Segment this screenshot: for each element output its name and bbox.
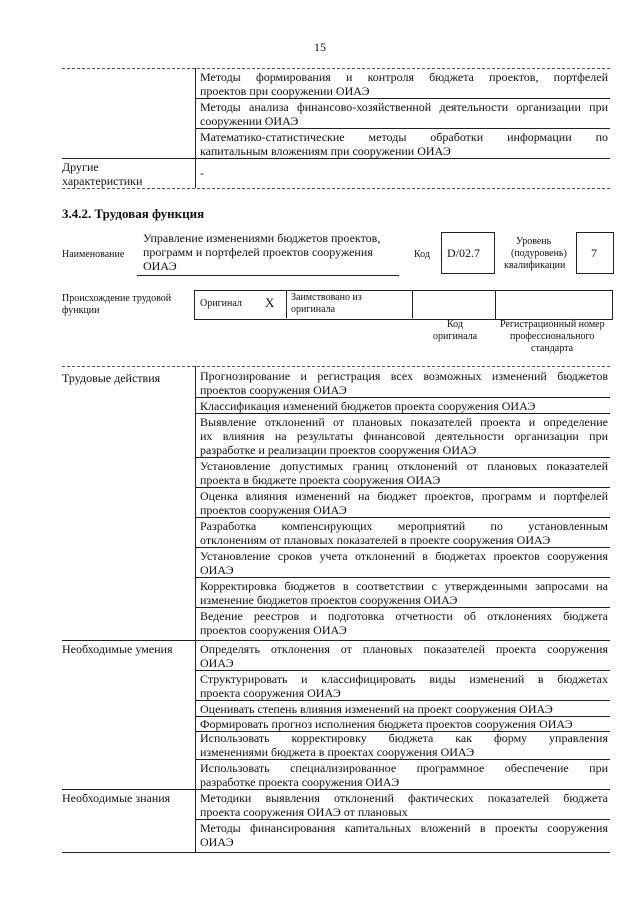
reg-caption-1: Регистрационный номер [500,319,605,330]
name-value-line-3: ОИАЭ [143,259,177,273]
skill-6-line-2: разработке проекта сооружения ОИАЭ [200,775,400,789]
knowledge-label: Необходимые знания [62,791,171,805]
other-characteristics-label-2: характеристики [62,174,143,188]
name-value-line-2: программ и портфелей проектов сооружения [143,245,373,259]
reg-caption-2: профессионального [510,331,595,342]
action-7-line-1: Установление сроков учета отклонений в бюджетах проектов сооружения [200,549,608,563]
section-heading: 3.4.2. Трудовая функция [62,206,205,221]
action-4-line-2: проекта в бюджете проекта сооружения ОИАЭ [200,473,441,487]
action-1-line-1: Прогнозирование и регистрация всех возможных изменений бюджетов [200,369,608,383]
top-row-1-line-2: проектов при сооружении ОИАЭ [200,84,370,98]
top-row-2-line-1: Методы анализа финансово-хозяйственной деятельности организации при [200,100,608,114]
action-4-line-1: Установление допустимых границ отклонений от плановых показателей [200,459,608,473]
code-caption-1: Код [447,319,463,330]
knowledge-1-line-2: проекта сооружения ОИАЭ от плановых [200,805,408,819]
code-label: Код [414,249,430,260]
borrowed-label-1: Заимствовано из [291,292,362,303]
knowledge-2-line-2: ОИАЭ [200,835,234,849]
top-row-2-line-2: сооружении ОИАЭ [200,114,299,128]
action-3-line-1: Выявление отклонений от плановых показателей проекта и определение [200,415,608,429]
action-8-line-1: Корректировка бюджетов в соответствии с утвержденными запросами на [200,579,608,593]
other-characteristics-value: - [200,166,204,180]
skill-4-line-1: Формировать прогноз исполнения бюджета проектов сооружения ОИАЭ [200,717,573,731]
name-value-line-1: Управление изменениями бюджетов проектов, [143,231,381,245]
skill-6-line-1: Использовать специализированное программное обеспечение при [200,761,608,775]
action-8-line-2: изменение бюджетов проектов сооружения ОИАЭ [200,593,458,607]
original-label: Оригинал [200,298,242,309]
level-label-2: (подуровень) [511,248,567,259]
action-2-line-1: Классификация изменений бюджетов проекта сооружения ОИАЭ [200,399,536,413]
level-value: 7 [591,246,597,260]
borrowed-label-2: оригинала [291,304,336,315]
original-mark: X [265,295,275,310]
actions-label: Трудовые действия [62,371,161,385]
skill-2-line-1: Структурировать и классифицировать виды изменений в бюджетах [200,672,608,686]
skill-5-line-2: изменениями бюджета в проектах сооружения ОИАЭ [200,745,475,759]
action-3-line-2: их влияния на результаты финансовой деятельности организации при [200,429,608,443]
reg-caption-3: стандарта [531,343,574,354]
name-label: Наименование [62,249,125,260]
action-7-line-2: ОИАЭ [200,563,234,577]
action-6-line-1: Разработка компенсирующих мероприятий по установленным [200,519,608,533]
action-5-line-2: проектов сооружения ОИАЭ [200,503,347,517]
code-value: D/02.7 [447,246,480,260]
action-9-line-1: Ведение реестров и подготовка отчетности об отклонениях бюджета [200,609,608,623]
origin-label-2: функции [62,305,100,316]
skill-2-line-2: проекта сооружения ОИАЭ [200,686,341,700]
top-row-3-line-1: Математико-статистические методы обработки информации по [200,130,608,144]
action-5-line-1: Оценка влияния изменений на бюджет проектов, программ и портфелей [200,489,608,503]
knowledge-2-line-1: Методы финансирования капитальных вложений в проекты сооружения [200,821,608,835]
action-3-line-3: разработке и реализации проектов сооружения ОИАЭ [200,443,477,457]
skill-1-line-2: ОИАЭ [200,656,234,670]
skill-1-line-1: Определять отклонения от плановых показателей проекта сооружения [200,642,608,656]
other-characteristics-label-1: Другие [62,160,99,174]
page-number: 15 [314,40,326,54]
skill-5-line-1: Использовать корректировку бюджета как форму управления [200,731,608,745]
top-row-3-line-2: капитальным вложениям при сооружении ОИАЭ [200,144,451,158]
origin-label-1: Происхождение трудовой [62,293,172,304]
skill-3-line-1: Оценивать степень влияния изменений на проект сооружения ОИАЭ [200,702,553,716]
action-9-line-2: проектов сооружения ОИАЭ [200,623,347,637]
top-row-1-line-1: Методы формирования и контроля бюджета проектов, портфелей [200,70,608,84]
level-label-1: Уровень [516,236,552,247]
knowledge-1-line-1: Методики выявления отклонений фактических показателей бюджета [200,791,608,805]
action-6-line-2: отклонениям от плановых показателей в проекте сооружения ОИАЭ [200,533,551,547]
level-label-3: квалификации [504,260,566,271]
code-caption-2: оригинала [433,331,478,342]
skills-label: Необходимые умения [62,642,173,656]
action-1-line-2: проектов сооружения ОИАЭ [200,383,347,397]
